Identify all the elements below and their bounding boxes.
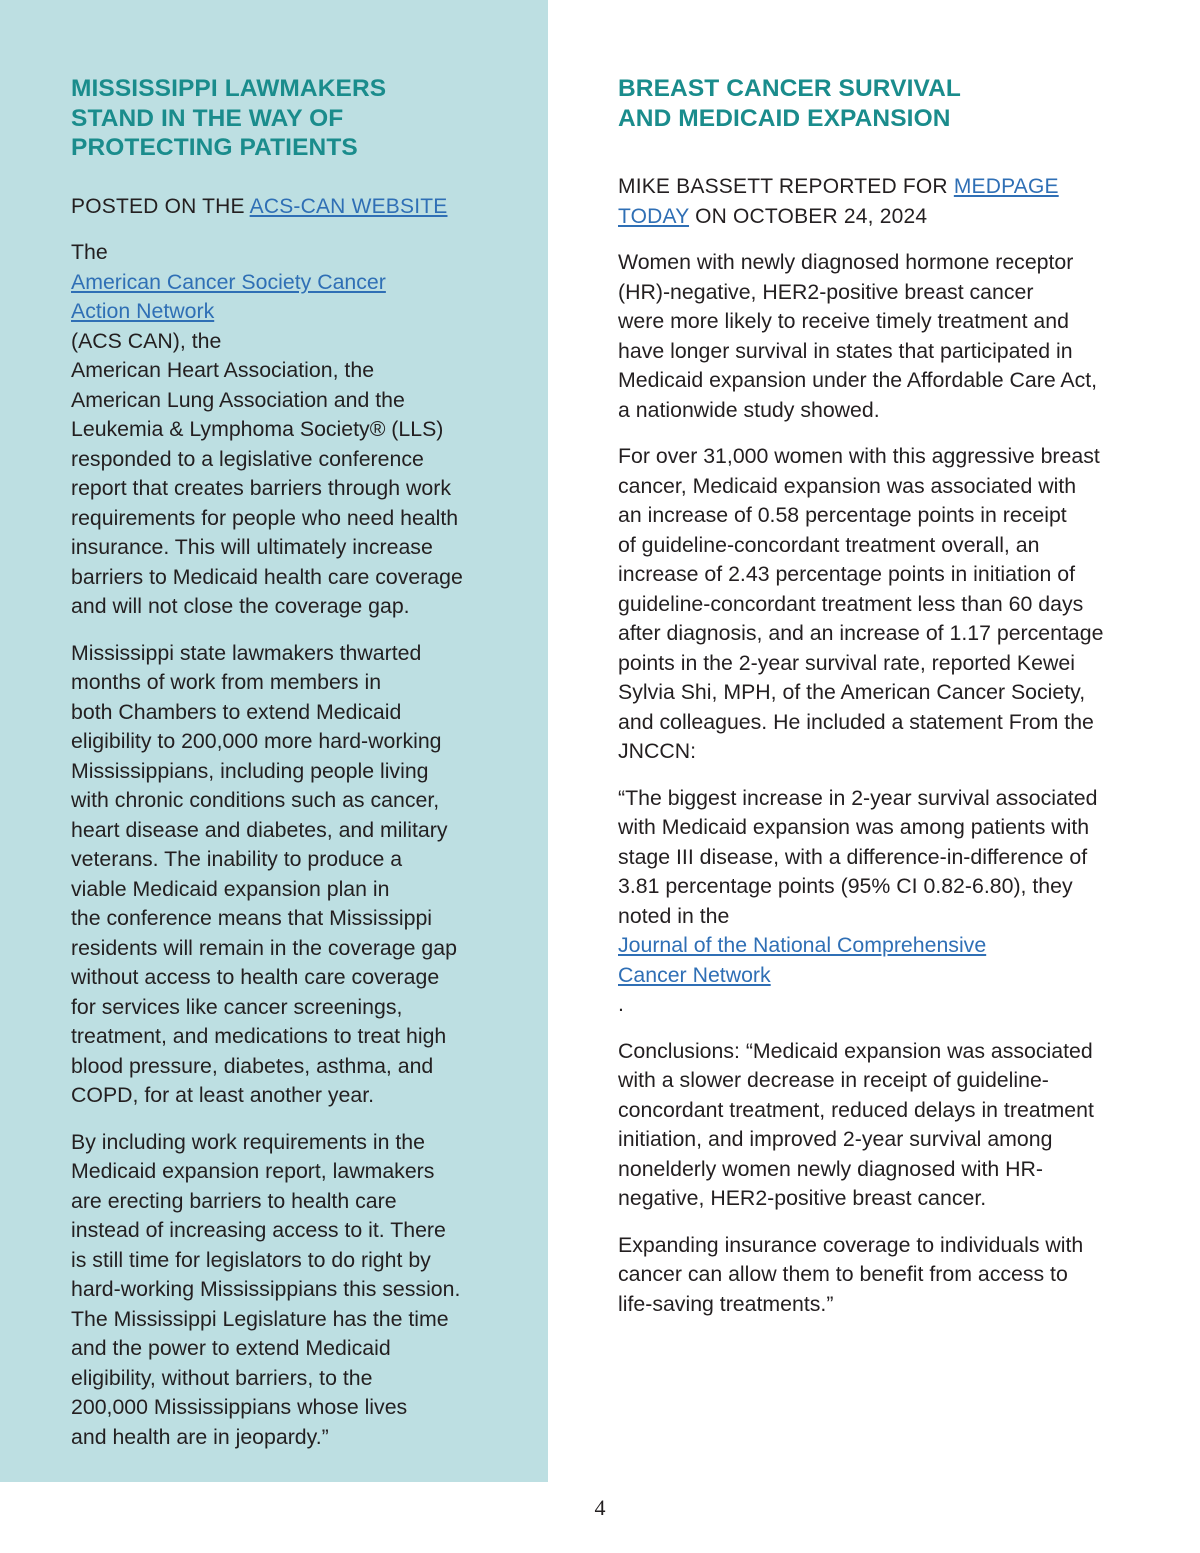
paragraph-line: heart disease and diabetes, and military bbox=[71, 817, 448, 842]
paragraph-line: without access to health care coverage bbox=[71, 965, 440, 989]
acs-can-link-continued[interactable]: Action Network bbox=[71, 299, 215, 323]
paragraph-line: an increase of 0.58 percentage points in receipt bbox=[618, 503, 1067, 527]
paragraph-line: negative, HER2-positive breast cancer. bbox=[618, 1186, 987, 1210]
paragraph-line: responded to a legislative conference bbox=[71, 446, 424, 471]
right-article-heading bbox=[618, 74, 1148, 133]
paragraph-line: eligibility to 200,000 more hard-working bbox=[71, 729, 442, 753]
paragraph-line: blood pressure, diabetes, asthma, and bbox=[71, 1053, 434, 1078]
paragraph-line: of guideline-concordant treatment overall, an bbox=[618, 532, 1040, 557]
paragraph-line: treatment, and medications to treat high bbox=[71, 1024, 447, 1048]
left-article bbox=[71, 74, 511, 1452]
medpage-today-link-continued[interactable]: TODAY bbox=[618, 204, 690, 228]
paragraph-line: with chronic conditions such as cancer, bbox=[71, 788, 440, 812]
right-paragraph-4-conclusions bbox=[618, 1037, 1148, 1214]
paragraph-line: veterans. The inability to produce a bbox=[71, 847, 403, 871]
paragraph-line: with Medicaid expansion was among patients with bbox=[618, 815, 1090, 839]
heading-line: STAND IN THE WAY OF bbox=[71, 104, 344, 132]
byline-line bbox=[618, 202, 1148, 232]
paragraph-line: increase of 2.43 percentage points in initiation of bbox=[618, 562, 1075, 586]
paragraph-line: after diagnosis, and an increase of 1.17 percentage bbox=[618, 621, 1104, 645]
page-number: 4 bbox=[594, 1495, 606, 1520]
paragraph-line: By including work requirements in the bbox=[71, 1129, 425, 1154]
paragraph-line: have longer survival in states that participated in bbox=[618, 338, 1073, 363]
paragraph-line: and health are in jeopardy.” bbox=[71, 1424, 329, 1449]
left-paragraph-1 bbox=[71, 238, 511, 622]
acs-can-website-link[interactable]: ACS-CAN WEBSITE bbox=[249, 194, 448, 218]
right-paragraph-2 bbox=[618, 442, 1148, 767]
paragraph-line: Mississippi state lawmakers thwarted bbox=[71, 640, 422, 665]
heading-line: BREAST CANCER SURVIVAL bbox=[618, 75, 961, 102]
paragraph-line: viable Medicaid expansion plan in bbox=[71, 876, 390, 901]
byline-prefix: MIKE BASSETT REPORTED FOR bbox=[618, 175, 954, 198]
line-text: . bbox=[618, 992, 624, 1016]
right-article bbox=[618, 74, 1148, 1319]
paragraph-line: (HR)-negative, HER2-positive breast cancer bbox=[618, 279, 1034, 304]
paragraph-line: Mississippians, including people living bbox=[71, 758, 429, 783]
paragraph-line: guideline-concordant treatment less than 60 days bbox=[618, 591, 1084, 616]
paragraph-line: Women with newly diagnosed hormone receptor bbox=[618, 250, 1074, 274]
jnccn-journal-link[interactable]: Journal of the National Comprehensive bbox=[618, 933, 987, 957]
paragraph-line: Medicaid expansion under the Affordable Care Act, bbox=[618, 368, 1098, 392]
right-paragraph-5 bbox=[618, 1231, 1148, 1320]
paragraph-line bbox=[71, 297, 511, 356]
paragraph-line: barriers to Medicaid health care coverage bbox=[71, 564, 463, 589]
line-text: (ACS CAN), the bbox=[71, 328, 222, 353]
paragraph-line bbox=[618, 902, 1148, 961]
paragraph-line: 3.81 percentage points (95% CI 0.82-6.80), they bbox=[618, 874, 1073, 898]
paragraph-line: The Mississippi Legislature has the time bbox=[71, 1306, 449, 1331]
paragraph-line: the conference means that Mississippi bbox=[71, 906, 433, 930]
paragraph-line: are erecting barriers to health care bbox=[71, 1188, 397, 1213]
acs-can-link[interactable]: American Cancer Society Cancer bbox=[71, 269, 386, 294]
paragraph-line: concordant treatment, reduced delays in treatment bbox=[618, 1097, 1094, 1122]
paragraph-line: for services like cancer screenings, bbox=[71, 994, 403, 1019]
heading-line: MISSISSIPPI LAWMAKERS bbox=[71, 75, 387, 102]
paragraph-line: 200,000 Mississippians whose lives bbox=[71, 1395, 408, 1419]
paragraph-line: both Chambers to extend Medicaid bbox=[71, 699, 402, 724]
paragraph-line bbox=[71, 238, 511, 297]
paragraph-line: Conclusions: “Medicaid expansion was associated bbox=[618, 1038, 1093, 1063]
paragraph-line: a nationwide study showed. bbox=[618, 397, 880, 422]
paragraph-line: points in the 2-year survival rate, reported Kewei bbox=[618, 650, 1075, 675]
paragraph-line: JNCCN: bbox=[618, 739, 697, 763]
paragraph-line: with a slower decrease in receipt of guideline- bbox=[618, 1068, 1049, 1092]
paragraph-line: eligibility, without barriers, to the bbox=[71, 1365, 373, 1390]
heading-line: PROTECTING PATIENTS bbox=[71, 134, 358, 161]
paragraph-line: American Heart Association, the bbox=[71, 358, 375, 382]
jnccn-journal-link-continued[interactable]: Cancer Network bbox=[618, 962, 771, 987]
left-paragraph-2 bbox=[71, 639, 511, 1111]
paragraph-line: requirements for people who need health bbox=[71, 505, 459, 530]
left-article-source bbox=[71, 192, 511, 222]
paragraph-line: “The biggest increase in 2-year survival associated bbox=[618, 785, 1098, 810]
byline-date: ON OCTOBER 24, 2024 bbox=[689, 204, 928, 228]
byline-line bbox=[618, 172, 1148, 202]
posted-prefix: POSTED ON THE bbox=[71, 194, 250, 218]
left-article-heading bbox=[71, 74, 511, 163]
paragraph-line: COPD, for at least another year. bbox=[71, 1083, 375, 1107]
paragraph-line: report that creates barriers through work bbox=[71, 476, 451, 500]
paragraph-line: were more likely to receive timely treatment and bbox=[618, 309, 1069, 333]
paragraph-line: and will not close the coverage gap. bbox=[71, 594, 410, 618]
paragraph-line: Medicaid expansion report, lawmakers bbox=[71, 1159, 435, 1183]
paragraph-line: is still time for legislators to do right by bbox=[71, 1247, 431, 1272]
paragraph-line bbox=[618, 961, 1148, 1020]
paragraph-line: insurance. This will ultimately increase bbox=[71, 535, 433, 559]
paragraph-line: months of work from members in bbox=[71, 670, 382, 694]
heading-line: AND MEDICAID EXPANSION bbox=[618, 104, 951, 132]
paragraph-line: cancer can allow them to benefit from access to bbox=[618, 1262, 1068, 1286]
paragraph-line: For over 31,000 women with this aggressive breast bbox=[618, 444, 1100, 468]
paragraph-line: instead of increasing access to it. There bbox=[71, 1218, 446, 1242]
paragraph-line: and colleagues. He included a statement From the bbox=[618, 709, 1094, 734]
paragraph-line: residents will remain in the coverage gap bbox=[71, 935, 457, 960]
line-text: The bbox=[71, 240, 108, 264]
paragraph-line: hard-working Mississippians this session. bbox=[71, 1277, 461, 1301]
line-text: noted in the bbox=[618, 903, 730, 928]
right-article-byline bbox=[618, 172, 1148, 231]
paragraph-line: American Lung Association and the bbox=[71, 387, 405, 412]
paragraph-line: and the power to extend Medicaid bbox=[71, 1336, 391, 1360]
paragraph-line: Expanding insurance coverage to individuals with bbox=[618, 1232, 1084, 1257]
paragraph-line: nonelderly women newly diagnosed with HR- bbox=[618, 1156, 1043, 1181]
right-paragraph-1 bbox=[618, 248, 1148, 425]
paragraph-line: Sylvia Shi, MPH, of the American Cancer Society, bbox=[618, 680, 1086, 704]
medpage-today-link[interactable]: MEDPAGE bbox=[953, 175, 1059, 198]
paragraph-line: cancer, Medicaid expansion was associated with bbox=[618, 473, 1077, 498]
paragraph-line: life-saving treatments.” bbox=[618, 1291, 834, 1316]
paragraph-line: stage III disease, with a difference-in-difference of bbox=[618, 844, 1088, 869]
left-paragraph-3 bbox=[71, 1128, 511, 1453]
paragraph-line: initiation, and improved 2-year survival among bbox=[618, 1127, 1053, 1151]
paragraph-line: Leukemia & Lymphoma Society® (LLS) bbox=[71, 417, 444, 441]
right-paragraph-3-quote bbox=[618, 784, 1148, 1020]
